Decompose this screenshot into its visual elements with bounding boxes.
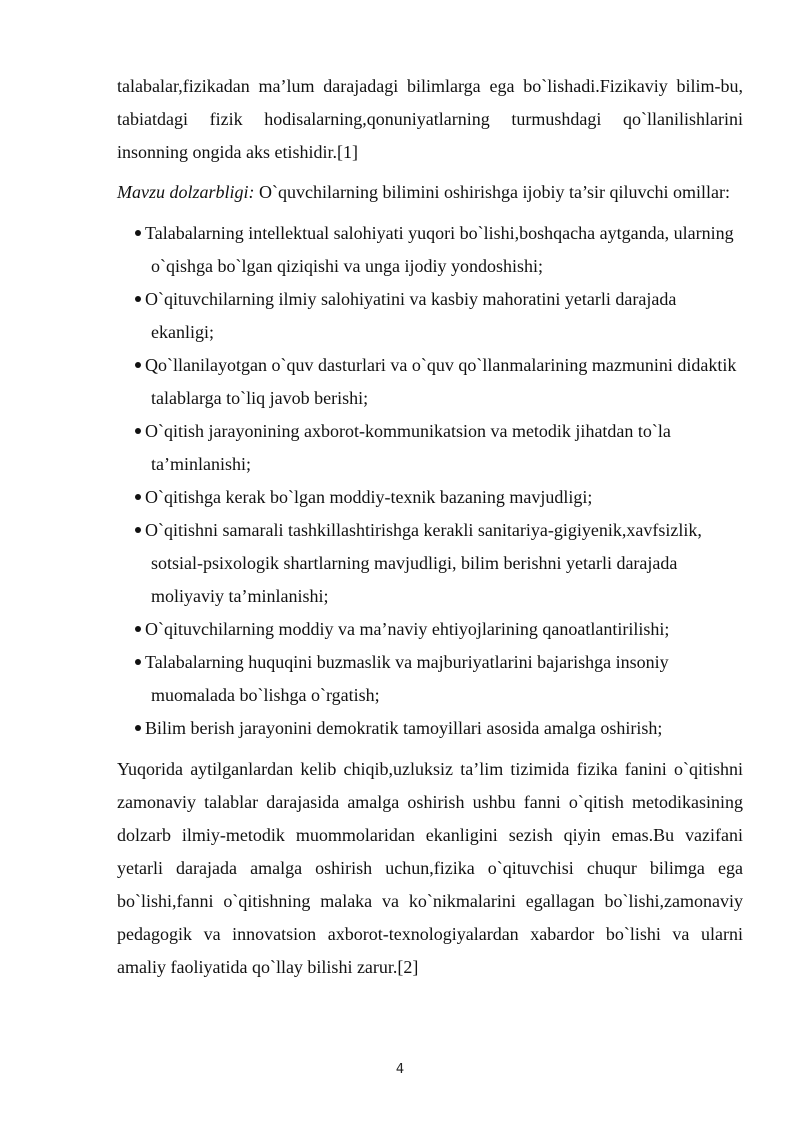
list-item: O`qitish jarayonining axborot-kommunikatsion va metodik jihatdan to`la ta’minlanishi;	[139, 415, 743, 481]
paragraph-conclusion: Yuqorida aytilganlardan kelib chiqib,uzluksiz ta’lim tizimida fizika fanini o`qitishni zamonaviy talablar darajasida amalga oshirish ushbu fanni o`qitish metodikasining dolzarb ilmiy-metodik muommolaridan ekanligini sezish qiyin emas.Bu vazifani yetarli darajada amalga oshirish uchun,fizika o`qituvchisi chuqur bilimga ega bo`lishi,fanni o`qitishning malaka va ko`nikmalarini egallagan bo`lishi,zamonaviy pedagogik va innovatsion axborot-texnologiyalardan xabardor bo`lishi va ularni amaliy faoliyatida qo`llay bilishi zarur.[2]	[117, 759, 743, 977]
list-item: Qo`llanilayotgan o`quv dasturlari va o`quv qo`llanmalarining mazmunini didaktik talablarga to`liq javob berishi;	[139, 349, 743, 415]
bullet-icon	[135, 626, 141, 632]
bullet-icon	[135, 230, 141, 236]
paragraph-intro: talabalar,fizikadan ma’lum darajadagi bilimlarga ega bo`lishadi.Fizikaviy bilim-bu, tabiatdagi fizik hodisalarning,qonuniyatlarning turmushdagi qo`llanilishlarini insonning ongida aks etishidir.[1]	[117, 76, 743, 162]
page-content	[117, 70, 743, 984]
relevance-label: Mavzu dolzarbligi:	[117, 182, 255, 202]
list-item: O`qituvchilarning moddiy va ma’naviy ehtiyojlarining qanoatlantirilishi;	[139, 613, 743, 646]
bullet-icon	[135, 428, 141, 434]
bullet-icon	[135, 527, 141, 533]
bullet-icon	[135, 494, 141, 500]
list-item: O`qitishni samarali tashkillashtirishga kerakli sanitariya-gigiyenik,xavfsizlik, sotsial-psixologik shartlarning mavjudligi, bilim berishni yetarli darajada moliyaviy ta’minlanishi;	[139, 514, 743, 613]
page-number: 4	[395, 1062, 405, 1077]
list-item: O`qitishga kerak bo`lgan moddiy-texnik bazaning mavjudligi;	[139, 481, 743, 514]
list-item: O`qituvchilarning ilmiy salohiyatini va kasbiy mahoratini yetarli darajada ekanligi;	[139, 283, 743, 349]
factors-list	[117, 217, 743, 745]
paragraph-relevance	[117, 176, 743, 209]
list-item: Bilim berish jarayonini demokratik tamoyillari asosida amalga oshirish;	[139, 712, 743, 745]
bullet-icon	[135, 659, 141, 665]
list-item: Talabalarning intellektual salohiyati yuqori bo`lishi,boshqacha aytganda, ularning o`qishga bo`lgan qiziqishi va unga ijodiy yondoshishi;	[139, 217, 743, 283]
bullet-icon	[135, 362, 141, 368]
list-item: Talabalarning huquqini buzmaslik va majburiyatlarini bajarishga insoniy muomalada bo`lishga o`rgatish;	[139, 646, 743, 712]
bullet-icon	[135, 296, 141, 302]
relevance-text: O`quvchilarning bilimini oshirishga ijobiy ta’sir qiluvchi omillar:	[254, 182, 730, 202]
bullet-icon	[135, 725, 141, 731]
